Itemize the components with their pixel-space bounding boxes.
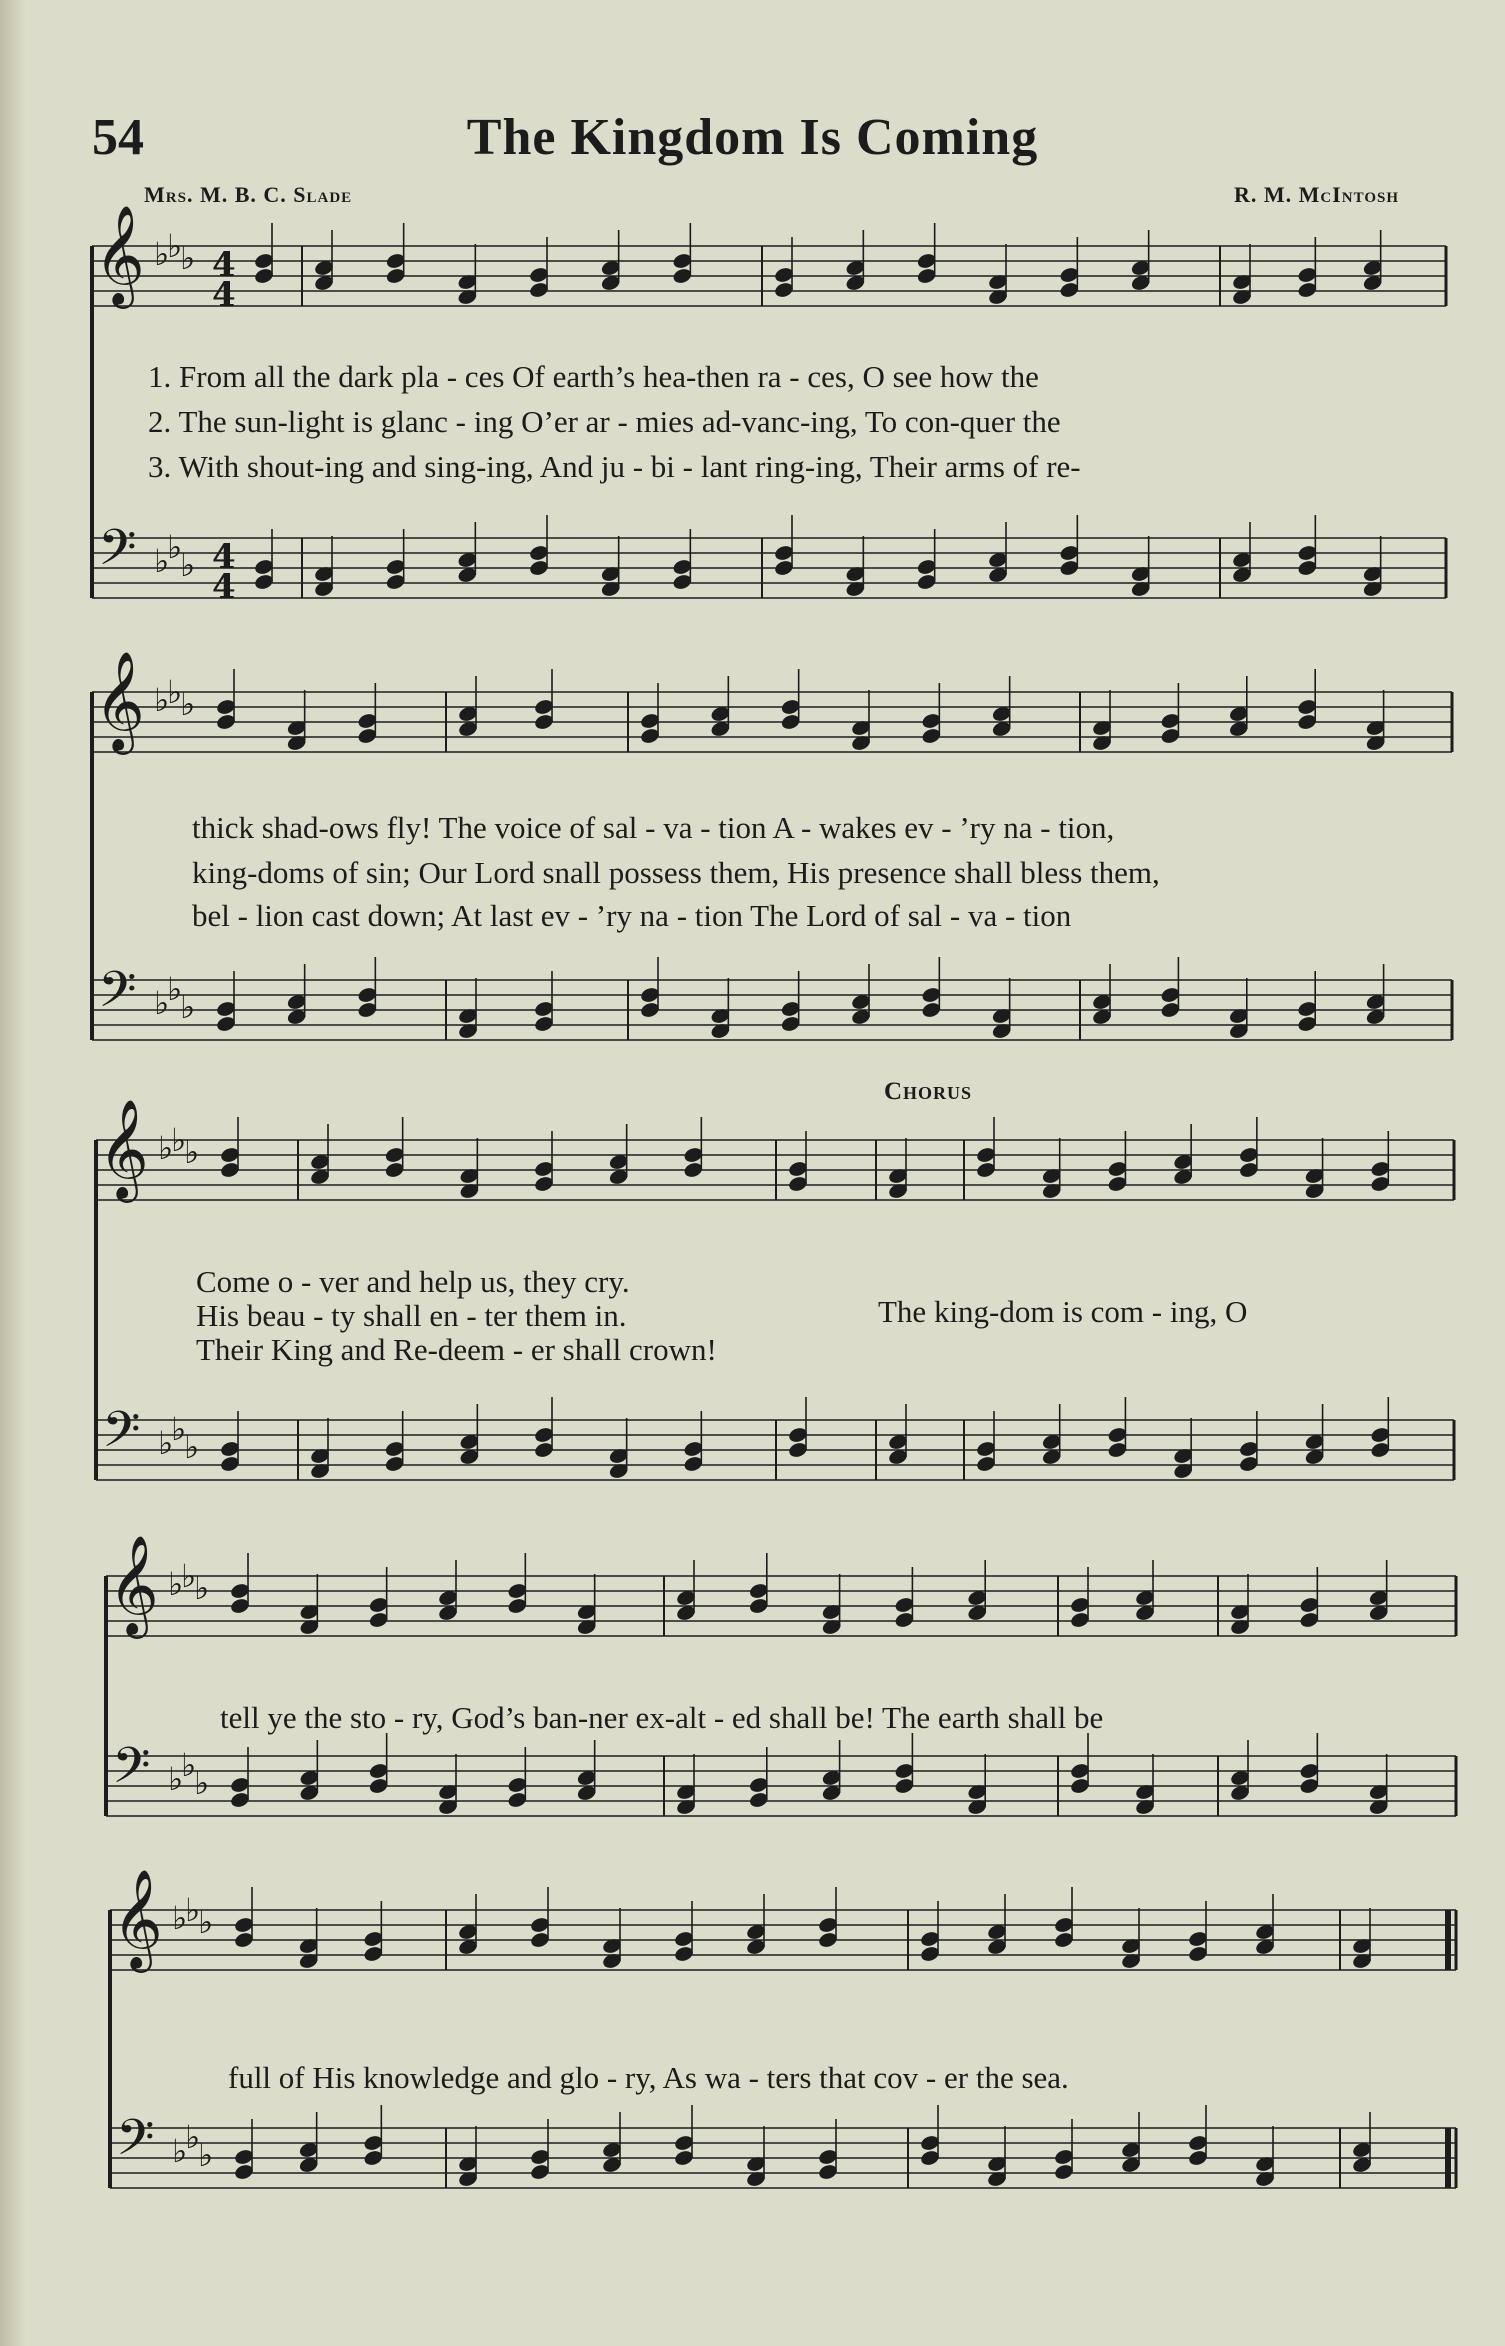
lyric-s2-verse1: thick shad-ows fly! The voice of sal - va - tion A - wakes ev - ’ry na - tion, <box>192 810 1115 845</box>
lyric-s1-verse2: 2. The sun-light is glanc - ing O’er ar - mies ad-vanc-ing, To con-quer the <box>148 404 1061 439</box>
flat-icon: ♭ <box>198 2136 214 2174</box>
flat-icon: ♭ <box>167 673 183 711</box>
bass-staff <box>106 1756 1456 1816</box>
lyric-s3-verse3: Their King and Re-deem - er shall crown! <box>196 1332 717 1367</box>
flat-icon: ♭ <box>180 988 196 1026</box>
flat-icon: ♭ <box>167 528 183 566</box>
flat-icon: ♭ <box>194 1764 210 1802</box>
flat-icon: ♭ <box>180 239 196 277</box>
flat-icon: ♭ <box>184 1428 200 1466</box>
flat-icon: ♭ <box>168 1565 184 1603</box>
treble-clef-icon: 𝄞 <box>112 1869 163 1969</box>
flat-icon: ♭ <box>154 542 170 580</box>
flat-icon: ♭ <box>158 1424 174 1462</box>
flat-icon: ♭ <box>171 1121 187 1159</box>
lyric-s2-verse2: king-doms of sin; Our Lord snall possess them, His presence shall bless them, <box>192 855 1160 890</box>
bass-clef-icon: 𝄢 <box>98 519 137 589</box>
composer-credit: R. M. McIntosh <box>1233 182 1399 207</box>
flat-icon: ♭ <box>172 2132 188 2170</box>
bass-clef-icon: 𝄢 <box>102 1401 141 1471</box>
hymn-title: The Kingdom Is Coming <box>466 109 1039 166</box>
bass-clef-icon: 𝄢 <box>116 2109 155 2179</box>
lyric-s1-verse3: 3. With shout-ing and sing-ing, And ju - bi - lant ring-ing, Their arms of re- <box>148 449 1081 484</box>
treble-clef-icon: 𝄞 <box>94 651 145 751</box>
flat-icon: ♭ <box>185 2118 201 2156</box>
flat-icon: ♭ <box>198 1903 214 1941</box>
treble-clef-icon: 𝄞 <box>108 1535 159 1635</box>
time-signature-digit: 4 <box>212 275 236 315</box>
lyric-s4: tell ye the sto - ry, God’s ban-ner ex-alt - ed shall be! The earth shall be <box>220 1700 1104 1735</box>
lyric-s3-verse1: Come o - ver and help us, they cry. <box>196 1264 630 1299</box>
chorus-label: Chorus <box>884 1078 973 1105</box>
flat-icon: ♭ <box>154 984 170 1022</box>
flat-icon: ♭ <box>168 1760 184 1798</box>
lyric-chorus-start: The king-dom is com - ing, O <box>878 1294 1248 1329</box>
lyric-s5: full of His knowledge and glo - ry, As wa - ters that cov - er the sea. <box>228 2060 1069 2095</box>
flat-icon: ♭ <box>172 1899 188 1937</box>
flat-icon: ♭ <box>158 1129 174 1167</box>
flat-icon: ♭ <box>171 1410 187 1448</box>
flat-icon: ♭ <box>180 685 196 723</box>
lyric-s1-verse1: 1. From all the dark pla - ces Of earth’s hea-then ra - ces, O see how the <box>148 359 1039 394</box>
time-signature-digit: 4 <box>212 567 236 607</box>
bass-clef-icon: 𝄢 <box>112 1737 151 1807</box>
time-signature-digit: 4 <box>212 245 236 285</box>
flat-icon: ♭ <box>167 227 183 265</box>
flat-icon: ♭ <box>184 1133 200 1171</box>
lyric-s2-verse3: bel - lion cast down; At last ev - ’ry na - tion The Lord of sal - va - tion <box>192 898 1072 933</box>
flat-icon: ♭ <box>181 1557 197 1595</box>
lyric-s3-verse2: His beau - ty shall en - ter them in. <box>196 1298 627 1333</box>
flat-icon: ♭ <box>167 970 183 1008</box>
flat-icon: ♭ <box>185 1891 201 1929</box>
lyricist-credit: Mrs. M. B. C. Slade <box>144 182 353 207</box>
bass-staff <box>92 980 1452 1040</box>
flat-icon: ♭ <box>180 546 196 584</box>
flat-icon: ♭ <box>181 1746 197 1784</box>
treble-clef-icon: 𝄞 <box>94 205 145 305</box>
hymn-number: 54 <box>92 109 144 166</box>
bass-clef-icon: 𝄢 <box>98 961 137 1031</box>
bass-staff <box>110 2128 1456 2188</box>
flat-icon: ♭ <box>154 235 170 273</box>
flat-icon: ♭ <box>154 681 170 719</box>
time-signature-digit: 4 <box>212 537 236 577</box>
bass-staff <box>92 538 1446 598</box>
flat-icon: ♭ <box>194 1569 210 1607</box>
treble-clef-icon: 𝄞 <box>98 1099 149 1199</box>
